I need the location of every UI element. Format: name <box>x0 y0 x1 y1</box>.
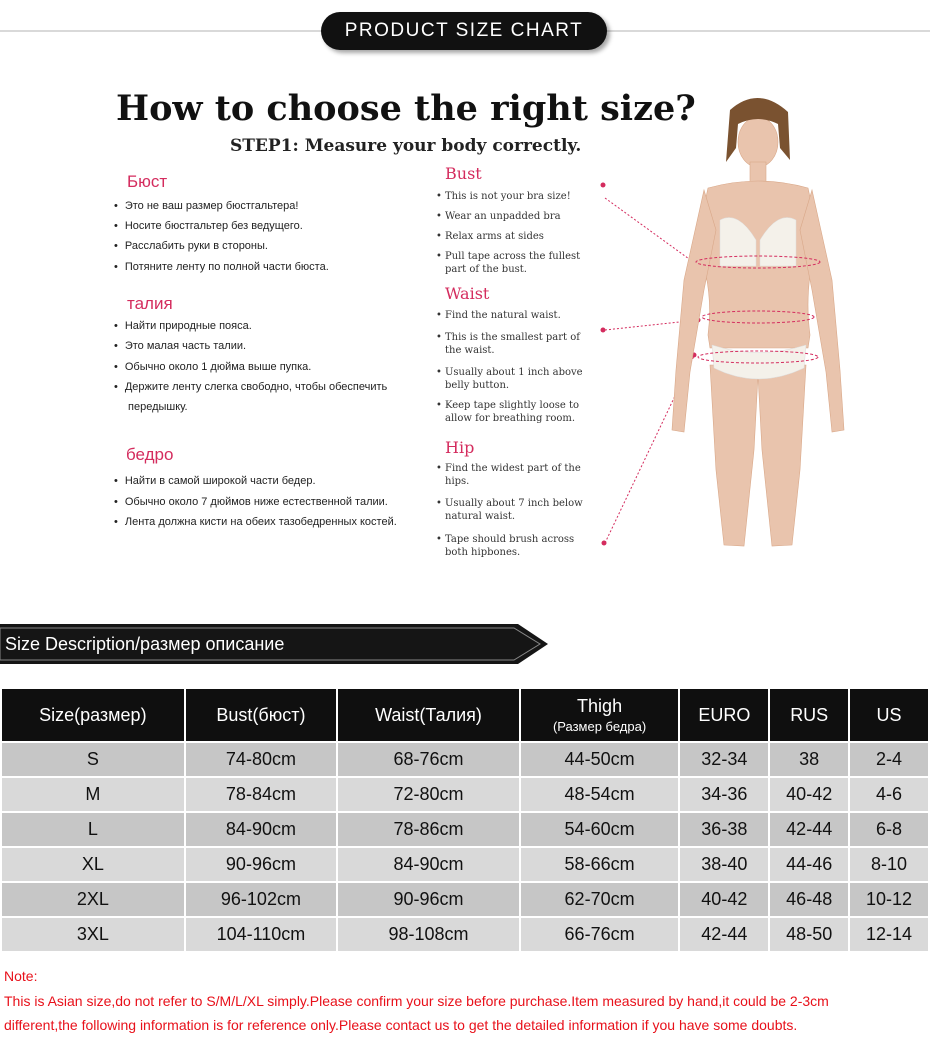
cell-us: 12-14 <box>850 916 928 951</box>
cell-rus: 42-44 <box>770 811 848 846</box>
cell-euro: 34-36 <box>680 776 768 811</box>
cell-euro: 40-42 <box>680 881 768 916</box>
en-bust-item: • Relax arms at sides <box>436 231 544 242</box>
cell-rus: 44-46 <box>770 846 848 881</box>
guide-title: How to choose the right size? <box>116 88 696 129</box>
ru-waist-item: • Найти природные пояса. <box>114 320 252 332</box>
cell-bust: 104-110cm <box>186 916 337 951</box>
cell-size: 2XL <box>2 881 184 916</box>
table-row <box>2 846 928 881</box>
header-thigh <box>521 689 679 741</box>
ru-waist-item: • Держите ленту слегка свободно, чтобы обеспечить <box>114 381 387 393</box>
header-waist: Waist(Талия) <box>338 689 519 741</box>
cell-rus: 48-50 <box>770 916 848 951</box>
cell-waist: 78-86cm <box>338 811 519 846</box>
cell-euro: 38-40 <box>680 846 768 881</box>
guide-step: STEP1: Measure your body correctly. <box>230 136 582 156</box>
cell-size: 3XL <box>2 916 184 951</box>
en-heading-bust: Bust <box>445 164 482 183</box>
header-euro: EURO <box>680 689 768 741</box>
en-waist-item: • Keep tape slightly loose to allow for breathing room. <box>436 400 580 424</box>
cell-thigh: 44-50cm <box>521 741 679 776</box>
ru-heading-bust: Бюст <box>127 172 168 191</box>
cell-size: M <box>2 776 184 811</box>
cell-us: 6-8 <box>850 811 928 846</box>
table-row <box>2 776 928 811</box>
cell-size: XL <box>2 846 184 881</box>
table-header-row <box>2 689 928 741</box>
ru-heading-hip: бедро <box>126 445 174 464</box>
size-table <box>0 689 930 951</box>
en-hip-item: • Tape should brush across both hipbones. <box>436 534 575 558</box>
ru-waist-item: • Обычно около 1 дюйма выше пупка. <box>114 361 311 373</box>
en-bust-item: • Pull tape across the fullest part of the bust. <box>436 251 581 275</box>
en-waist-item: • This is the smallest part of the waist. <box>436 332 580 356</box>
cell-bust: 74-80cm <box>186 741 337 776</box>
note-line: This is Asian size,do not refer to S/M/L/XL simply.Please confirm your size before purchase.Item measured by hand,it could be 2-3cm <box>4 993 829 1009</box>
cell-waist: 68-76cm <box>338 741 519 776</box>
ru-hip-item: • Обычно около 7 дюймов ниже естественной талии. <box>114 496 388 508</box>
ru-hip-item: • Найти в самой широкой части бедер. <box>114 475 316 487</box>
en-hip-item: • Usually about 7 inch below natural waist. <box>436 498 583 522</box>
cell-bust: 84-90cm <box>186 811 337 846</box>
cell-waist: 84-90cm <box>338 846 519 881</box>
header-bust: Bust(бюст) <box>186 689 337 741</box>
cell-euro: 32-34 <box>680 741 768 776</box>
cell-waist: 72-80cm <box>338 776 519 811</box>
en-waist-item: • Find the natural waist. <box>436 310 561 321</box>
en-heading-waist: Waist <box>445 284 490 303</box>
en-bust-item: • This is not your bra size! <box>436 191 571 202</box>
header-rus: RUS <box>770 689 848 741</box>
ru-bust-item: • Носите бюстгальтер без ведущего. <box>114 220 303 232</box>
note-line: different,the following information is for reference only.Please contact us to get the detailed information if you have some doubts. <box>4 1017 798 1033</box>
header-thigh-label: Thigh <box>577 696 623 716</box>
cell-thigh: 54-60cm <box>521 811 679 846</box>
en-waist-item: • Usually about 1 inch above belly button. <box>436 367 583 391</box>
cell-bust: 90-96cm <box>186 846 337 881</box>
page-title: PRODUCT SIZE CHART <box>321 12 607 50</box>
cell-us: 8-10 <box>850 846 928 881</box>
header-us: US <box>850 689 928 741</box>
cell-euro: 42-44 <box>680 916 768 951</box>
cell-size: L <box>2 811 184 846</box>
cell-bust: 96-102cm <box>186 881 337 916</box>
en-hip-item: • Find the widest part of the hips. <box>436 463 581 487</box>
table-row <box>2 741 928 776</box>
table-row <box>2 916 928 951</box>
ru-bust-item: • Это не ваш размер бюстгальтера! <box>114 200 298 212</box>
note-label: Note: <box>4 968 38 984</box>
cell-thigh: 48-54cm <box>521 776 679 811</box>
cell-waist: 90-96cm <box>338 881 519 916</box>
ru-waist-item: • Это малая часть талии. <box>114 340 246 352</box>
cell-us: 4-6 <box>850 776 928 811</box>
section-title: Size Description/размер описание <box>5 634 285 654</box>
en-heading-hip: Hip <box>445 438 475 457</box>
cell-us: 10-12 <box>850 881 928 916</box>
ru-hip-item: • Лента должна кисти на обеих тазобедренных костей. <box>114 516 397 528</box>
cell-us: 2-4 <box>850 741 928 776</box>
header-thigh-sub: (Размер бедра) <box>552 719 647 734</box>
cell-thigh: 62-70cm <box>521 881 679 916</box>
cell-thigh: 58-66cm <box>521 846 679 881</box>
model-figure <box>660 90 860 560</box>
cell-rus: 38 <box>770 741 848 776</box>
ru-bust-item: • Потяните ленту по полной части бюста. <box>114 261 329 273</box>
header-size: Size(размер) <box>2 689 184 741</box>
cell-euro: 36-38 <box>680 811 768 846</box>
ru-heading-waist: талия <box>127 294 173 313</box>
ru-bust-item: • Расслабить руки в стороны. <box>114 240 268 252</box>
cell-rus: 46-48 <box>770 881 848 916</box>
cell-bust: 78-84cm <box>186 776 337 811</box>
ru-waist-continuation: передышку. <box>128 401 188 413</box>
table-row <box>2 811 928 846</box>
cell-size: S <box>2 741 184 776</box>
cell-thigh: 66-76cm <box>521 916 679 951</box>
table-row <box>2 881 928 916</box>
en-bust-item: • Wear an unpadded bra <box>436 211 561 222</box>
cell-rus: 40-42 <box>770 776 848 811</box>
cell-waist: 98-108cm <box>338 916 519 951</box>
